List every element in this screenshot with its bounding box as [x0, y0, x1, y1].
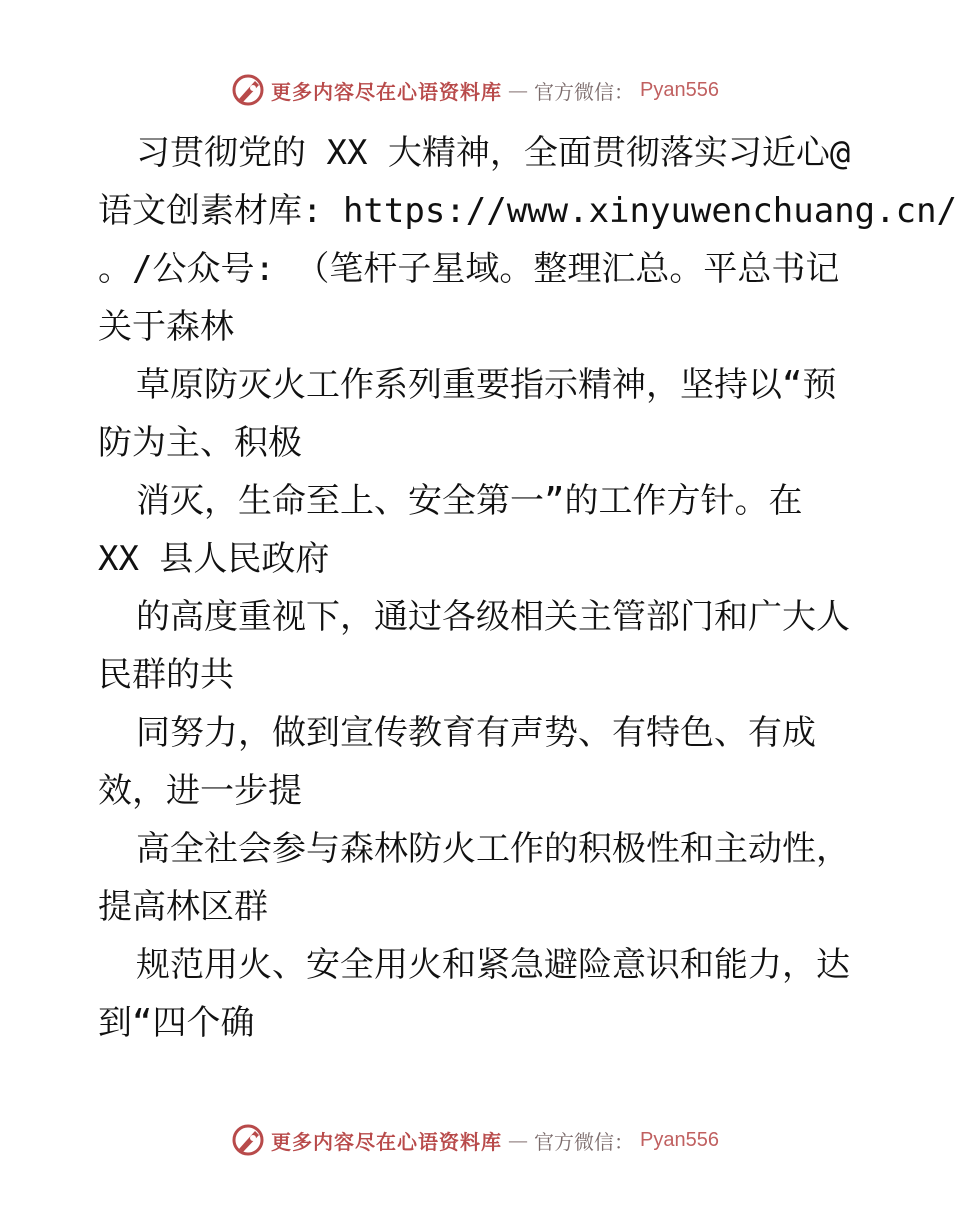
header-banner [0, 70, 950, 110]
banner-wechat-label: 官方微信： [534, 79, 635, 104]
document-body [98, 124, 957, 1052]
text-line: 的高度重视下，通过各级相关主管部门和广大人 [136, 597, 850, 637]
text-line: 到“四个确 [98, 1003, 255, 1043]
text-line: 高全社会参与森林防火工作的积极性和主动性， [136, 829, 850, 869]
banner-wechat-label: 官方微信： [534, 1129, 635, 1154]
text-line: 效，进一步提 [98, 771, 302, 811]
text-line: XX 县人民政府 [98, 539, 330, 579]
banner-title: 更多内容尽在心语资料库 [271, 1129, 503, 1154]
text-line: 提高林区群 [98, 887, 268, 927]
text-line: 草原防灭火工作系列重要指示精神，坚持以“预 [136, 365, 837, 405]
pen-logo-icon [231, 73, 265, 107]
text-line: 语文创素材库: https://www.xinyuwenchuang.cn/ [98, 191, 957, 231]
banner-wechat-id: Pyan556 [640, 1128, 719, 1151]
text-line: 规范用火、安全用火和紧急避险意识和能力，达 [136, 945, 850, 985]
text-line: 消灭，生命至上、安全第一”的工作方针。在 [136, 481, 803, 521]
banner-title: 更多内容尽在心语资料库 [271, 79, 503, 104]
text-line: 关于森林 [98, 307, 234, 347]
footer-banner [0, 1120, 950, 1160]
pen-logo-icon [231, 1123, 265, 1157]
banner-wechat-id: Pyan556 [640, 78, 719, 101]
text-line: 防为主、积极 [98, 423, 302, 463]
text-line: 民群的共 [98, 655, 234, 695]
text-line: 同努力，做到宣传教育有声势、有特色、有成 [136, 713, 816, 753]
text-line: 。/公众号: （笔杆子星域。整理汇总。平总书记 [98, 249, 840, 289]
banner-dash: — [508, 1128, 529, 1152]
banner-dash: — [508, 78, 529, 102]
text-line: 习贯彻党的 XX 大精神，全面贯彻落实习近心@ [136, 133, 851, 173]
